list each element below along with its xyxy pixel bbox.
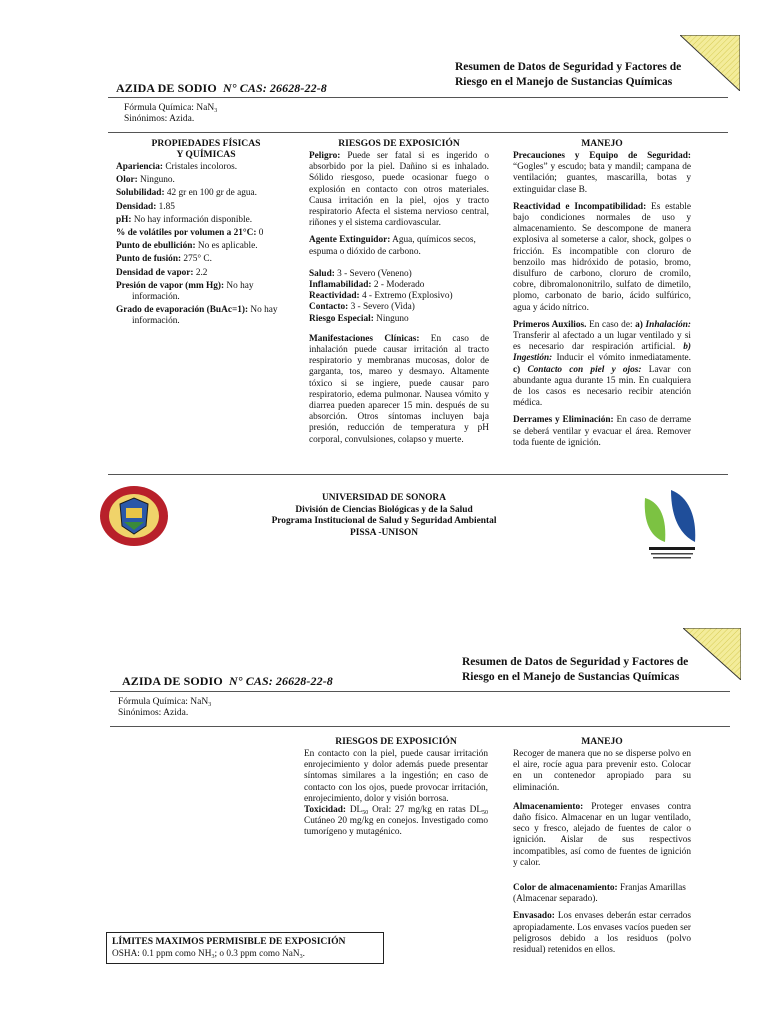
property-item: Solubilidad: 42 gr en 100 gr de agua. [116, 188, 258, 199]
property-item: pH: No hay información disponible. [116, 214, 253, 225]
precautions-paragraph: Precauciones y Equipo de Seguridad: “Gogles” y escudo; bata y mandil; campana de ventilación; guantes, mascarilla, botas y extinguidar clase B. [513, 151, 691, 195]
handling-column [513, 736, 691, 962]
handling-heading: MANEJO [581, 138, 623, 149]
divider [108, 474, 728, 475]
properties-list [116, 162, 296, 328]
handling-heading: MANEJO [581, 736, 623, 747]
skin-contact-paragraph: En contacto con la piel, puede causar irritación enrojecimiento y dolor además puede presentar síntomas similares a la ingestión; en caso de contacto con los ojos, puede provocar irritación, enrojecimiento, dolor y visión borrosa. [304, 749, 488, 804]
risks-heading: RIESGOS DE EXPOSICIÓN [335, 736, 457, 747]
property-item: % de volátiles por volumen a 21°C: 0 [116, 228, 264, 239]
property-item: Grado de evaporación (BuAc=1): No hay información. [116, 305, 278, 327]
rating-item: Salud: 3 - Severo (Veneno) [309, 268, 412, 279]
danger-paragraph: Peligro: Puede ser fatal si es ingerido o absorbido por la piel. Dañino si es inhalado. Sólido riesgoso, puede ocasionar fuego o explosión en contacto con otros materiales. Causa irritación en la piel, ojos y tracto respiratorio Afecta el sistema nervioso central, riñones y el sistema cardiovascular. [309, 151, 489, 229]
chemical-title [122, 674, 333, 689]
spills-paragraph: Derrames y Eliminación: En caso de derrame se deberá ventilar y evacuar el área. Remover toda fuente de ignición. [513, 415, 691, 448]
risks-column [309, 138, 489, 452]
document-title [462, 655, 732, 685]
synonyms: Sinónimos: Azida. [124, 114, 195, 124]
formula-subscript: 3 [208, 702, 212, 708]
exposure-limits-box [106, 932, 384, 964]
toxicity-paragraph: Toxicidad: $DL_{50}$ Oral: 27 mg/kg en ratas $DL_{50}$ Cutáneo 20 mg/kg en conejos. Investigado como tumorígeno y mutagénico. [304, 805, 489, 838]
reactivity-paragraph: Reactividad e Incompatibilidad: Es estable bajo condiciones normales de uso y almacenamiento. Se descompone de manera explosiva al someterse a calor, shock, golpes o fricción. Es incompatible con cloruro de benzoilo mas hidróxido de potasio, bromo, disulfuro de carbono, cloruro de cromilo, cobre, dibromalononitrilo, sulfato de dimetilo, plomo, carbonato de bario, ácido sulfúrico, agua y ácido nítrico. [513, 201, 691, 313]
storage-color-paragraph: Color de almacenamiento: Franjas Amarillas (Almacenar separado). [513, 883, 686, 905]
extinguisher-paragraph: Agente Extinguidor: Agua, químicos secos, espuma o dióxido de carbono. [309, 235, 476, 257]
cleanup-paragraph: Recoger de manera que no se disperse polvo en el aire, rocíe agua para prevenir esto. Colocar en un contenedor apropiado para su eliminación. [513, 749, 691, 793]
cas-number: N° CAS: 26628-22-8 [228, 674, 333, 688]
storage-paragraph: Almacenamiento: Proteger envases contra daño físico. Almacenar en un lugar ventilado, seco y fresco, alejado de fuentes de calor o ignición. Aislar de sus respectivos incompatibles, así como de fuentes de ignición y calor. [513, 801, 691, 868]
exposure-limits-text: OSHA: 0.1 ppm como $NH_3$; o 0.3 ppm como NaN$_3$. [112, 949, 305, 960]
synonyms: Sinónimos: Azida. [118, 708, 189, 718]
divider [110, 726, 730, 727]
properties-heading: PROPIEDADES FÍSICAS Y QUÍMICAS [151, 138, 261, 160]
property-item: Apariencia: Cristales incoloros. [116, 162, 238, 172]
chemical-title [116, 81, 327, 96]
packaging-paragraph: Envasado: Los envases deberán estar cerrados apropiadamente. Los envases vacíos pueden ser peligrosos debido a los residuos (polvo residual) retenidos en ellos. [513, 911, 691, 956]
document-title-line1: Resumen de Datos de Seguridad y Factores de [455, 61, 682, 73]
chemical-name: AZIDA DE SODIO [122, 674, 223, 688]
chemical-name: AZIDA DE SODIO [116, 81, 217, 95]
property-item: Olor: Ninguno. [116, 175, 175, 186]
document-title [455, 60, 725, 90]
formula-subscript: 3 [214, 108, 218, 114]
risks-heading: RIESGOS DE EXPOSICIÓN [338, 138, 460, 149]
pissa-logo-icon [641, 486, 703, 562]
university-seal-icon [98, 484, 170, 548]
divider [110, 691, 730, 692]
cas-number: N° CAS: 26628-22-8 [222, 81, 327, 95]
property-item: Presión de vapor (mm Hg): No hay información. [116, 280, 254, 303]
divider [108, 132, 728, 133]
rating-item: Contacto: 3 - Severo (Vida) [309, 302, 415, 313]
footer-division: División de Ciencias Biológicas y de la Salud [295, 504, 473, 515]
ratings-list [309, 269, 489, 325]
footer-university: UNIVERSIDAD DE SONORA [322, 493, 446, 503]
divider [108, 97, 728, 98]
footer-pissa: PISSA -UNISON [350, 527, 418, 538]
property-item: Densidad: 1.85 [116, 201, 175, 212]
exposure-limits-heading: LÍMITES MAXIMOS PERMISIBLE DE EXPOSICIÓN [112, 936, 346, 947]
first-aid-paragraph: Primeros Auxilios. En caso de: a) Inhalación: Transferir al afectado a un lugar ventilado y si es necesario dar respiración artificial. b) Ingestión: Inducir el vómito inmediatamente. c) Contacto con piel y ojos: Lavar con abundante agua durante 15 min. En cualquiera de los casos es necesario recibir atención médica. [513, 319, 692, 409]
rating-item: Inflamabilidad: 2 - Moderado [309, 280, 425, 291]
rating-item: Reactividad: 4 - Extremo (Explosivo) [309, 291, 453, 302]
property-item: Punto de fusión: 275° C. [116, 254, 212, 265]
property-item: Densidad de vapor: 2.2 [116, 267, 208, 278]
formula-block [124, 103, 217, 125]
clinical-paragraph: Manifestaciones Clínicas: En caso de inhalación puede causar irritación al tracto respiratorio y membranas mucosas, dolor de garganta, tos, mareo y desmayo. Altamente tóxico si se ingiere, puede causar paro respiratorio, edema pulmonar. Nausea vómito y diarrea pueden aparecer 15 min. después de su absorción. Otros síntomas incluyen baja presión, reducción de temperatura y pH corporal, convulsiones, colapso y muerte. [309, 333, 489, 445]
formula: Fórmula Química: NaN [124, 103, 215, 113]
document-title-line1: Resumen de Datos de Seguridad y Factores de [462, 656, 689, 668]
footer-program: Programa Institucional de Salud y Seguridad Ambiental [271, 516, 497, 526]
document-title-line2: Riesgo en el Manejo de Sustancias Químicas [455, 76, 673, 88]
formula-block [118, 697, 211, 719]
rating-item: Riesgo Especial: Ninguno [309, 313, 409, 324]
document-title-line2: Riesgo en el Manejo de Sustancias Químicas [462, 671, 680, 683]
properties-column [116, 138, 296, 330]
property-item: Punto de ebullición: No es aplicable. [116, 241, 258, 252]
footer [184, 493, 584, 539]
risks-column [304, 736, 488, 845]
formula: Fórmula Química: NaN [118, 697, 209, 707]
handling-column [513, 138, 691, 455]
